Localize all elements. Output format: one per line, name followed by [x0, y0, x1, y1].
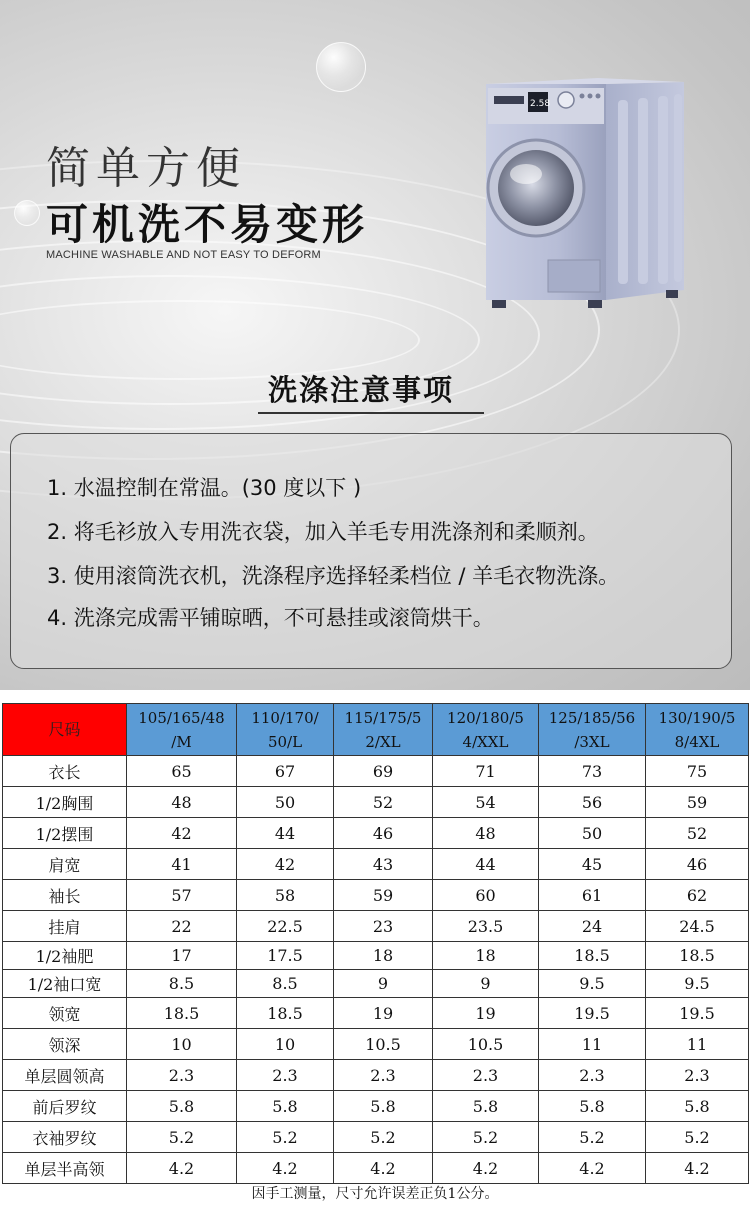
measurement-value: 10 [237, 1029, 334, 1060]
measurement-value: 17.5 [237, 942, 334, 970]
measurement-value: 10.5 [433, 1029, 539, 1060]
title-underline [258, 412, 484, 414]
care-section-title: 洗涤注意事项 [268, 373, 455, 407]
measurement-value: 5.8 [237, 1091, 334, 1122]
measurement-value: 2.3 [334, 1060, 433, 1091]
measurement-value: 5.2 [334, 1122, 433, 1153]
measurement-value: 67 [237, 756, 334, 787]
measurement-value: 19 [334, 998, 433, 1029]
measurement-value: 57 [127, 880, 237, 911]
measurement-label: 1/2摆围 [3, 818, 127, 849]
measurement-value: 5.2 [237, 1122, 334, 1153]
measurement-value: 11 [646, 1029, 749, 1060]
size-column-header [237, 704, 334, 756]
measurement-value: 73 [539, 756, 646, 787]
measurement-value: 9.5 [646, 970, 749, 998]
measurement-value: 19 [433, 998, 539, 1029]
measurement-value: 41 [127, 849, 237, 880]
measurement-value: 19.5 [539, 998, 646, 1029]
measurement-label: 衣长 [3, 756, 127, 787]
table-row [3, 1060, 749, 1091]
measurement-label: 挂肩 [3, 911, 127, 942]
measurement-value: 4.2 [539, 1153, 646, 1184]
care-notes-box [10, 433, 732, 669]
size-header-line: 130/190/5 [658, 708, 736, 727]
table-row [3, 756, 749, 787]
table-row [3, 1091, 749, 1122]
size-header-line: /M [171, 732, 192, 751]
care-note: 4. 洗涤完成需平铺晾晒，不可悬挂或滚筒烘干。 [47, 606, 494, 630]
measurement-value: 2.3 [127, 1060, 237, 1091]
measurement-value: 5.8 [127, 1091, 237, 1122]
measurement-value: 4.2 [433, 1153, 539, 1184]
measurement-value: 5.2 [127, 1122, 237, 1153]
measurement-value: 48 [433, 818, 539, 849]
measurement-value: 60 [433, 880, 539, 911]
table-row [3, 970, 749, 998]
measurement-value: 62 [646, 880, 749, 911]
size-column-header [539, 704, 646, 756]
measurement-value: 5.8 [646, 1091, 749, 1122]
size-column-header [127, 704, 237, 756]
table-row [3, 1122, 749, 1153]
measurement-value: 18.5 [237, 998, 334, 1029]
size-header-line: 115/175/5 [344, 708, 422, 727]
measurement-value: 59 [646, 787, 749, 818]
measurement-value: 23.5 [433, 911, 539, 942]
measurement-value: 52 [334, 787, 433, 818]
bubble [14, 200, 40, 226]
measurement-value: 42 [237, 849, 334, 880]
measurement-value: 18 [433, 942, 539, 970]
measurement-label: 领深 [3, 1029, 127, 1060]
measurement-value: 2.3 [433, 1060, 539, 1091]
measurement-value: 10 [127, 1029, 237, 1060]
measurement-label: 袖长 [3, 880, 127, 911]
table-row [3, 911, 749, 942]
measurement-value: 22 [127, 911, 237, 942]
measurement-label: 领宽 [3, 998, 127, 1029]
measurement-label: 肩宽 [3, 849, 127, 880]
care-note: 3. 使用滚筒洗衣机，洗涤程序选择轻柔档位 / 羊毛衣物洗涤。 [47, 564, 620, 588]
measurement-value: 2.3 [539, 1060, 646, 1091]
measurement-value: 46 [334, 818, 433, 849]
measurement-value: 18.5 [539, 942, 646, 970]
size-header-line: /3XL [574, 732, 610, 751]
measurement-value: 5.8 [433, 1091, 539, 1122]
measurement-value: 44 [433, 849, 539, 880]
size-chart-table [2, 703, 749, 1184]
measurement-value: 11 [539, 1029, 646, 1060]
measurement-value: 50 [539, 818, 646, 849]
measurement-value: 23 [334, 911, 433, 942]
size-header-line: 4/XXL [462, 732, 509, 751]
measurement-value: 24.5 [646, 911, 749, 942]
measurement-value: 71 [433, 756, 539, 787]
headline-secondary: 可机洗不易变形 [46, 200, 369, 249]
size-column-header [646, 704, 749, 756]
measurement-label: 单层半高领 [3, 1153, 127, 1184]
measurement-value: 69 [334, 756, 433, 787]
table-row [3, 818, 749, 849]
care-note: 2. 将毛衫放入专用洗衣袋，加入羊毛专用洗涤剂和柔顺剂。 [47, 520, 599, 544]
washer-display-text: 2.58 [530, 99, 551, 109]
measurement-value: 4.2 [127, 1153, 237, 1184]
measurement-value: 5.8 [334, 1091, 433, 1122]
measurement-value: 18 [334, 942, 433, 970]
table-row [3, 880, 749, 911]
measurement-value: 5.2 [539, 1122, 646, 1153]
measurement-value: 17 [127, 942, 237, 970]
measurement-label: 1/2袖肥 [3, 942, 127, 970]
measurement-value: 24 [539, 911, 646, 942]
size-column-header [334, 704, 433, 756]
size-header-line: 50/L [267, 732, 303, 751]
measurement-value: 10.5 [334, 1029, 433, 1060]
table-row [3, 849, 749, 880]
measurement-value: 46 [646, 849, 749, 880]
size-column-header [433, 704, 539, 756]
measurement-label: 衣袖罗纹 [3, 1122, 127, 1153]
measurement-label: 1/2胸围 [3, 787, 127, 818]
table-row [3, 998, 749, 1029]
size-header-line: 105/165/48 [138, 708, 225, 727]
measurement-value: 5.2 [646, 1122, 749, 1153]
size-header-line: 2/XL [365, 732, 401, 751]
measurement-value: 43 [334, 849, 433, 880]
measurement-value: 44 [237, 818, 334, 849]
measurement-value: 4.2 [646, 1153, 749, 1184]
measurement-value: 2.3 [646, 1060, 749, 1091]
measurement-value: 56 [539, 787, 646, 818]
measurement-value: 5.8 [539, 1091, 646, 1122]
measurement-value: 18.5 [646, 942, 749, 970]
measurement-value: 52 [646, 818, 749, 849]
measurement-value: 4.2 [237, 1153, 334, 1184]
size-header-line: 8/4XL [674, 732, 720, 751]
measurement-value: 8.5 [237, 970, 334, 998]
size-header-line: 110/170/ [251, 708, 319, 727]
measurement-value: 9.5 [539, 970, 646, 998]
measurement-value: 18.5 [127, 998, 237, 1029]
care-note: 1. 水温控制在常温。(30 度以下 ) [47, 476, 362, 500]
table-row [3, 1153, 749, 1184]
measurement-value: 48 [127, 787, 237, 818]
table-row [3, 787, 749, 818]
measurement-value: 5.2 [433, 1122, 539, 1153]
measurement-label: 单层圆领高 [3, 1060, 127, 1091]
measurement-value: 9 [334, 970, 433, 998]
measurement-value: 45 [539, 849, 646, 880]
measurement-value: 61 [539, 880, 646, 911]
measurement-value: 42 [127, 818, 237, 849]
measurement-label: 前后罗纹 [3, 1091, 127, 1122]
measurement-value: 50 [237, 787, 334, 818]
headline-primary: 简单方便 [46, 143, 246, 194]
measurement-value: 22.5 [237, 911, 334, 942]
size-header-line: 125/185/56 [548, 708, 636, 727]
measurement-value: 54 [433, 787, 539, 818]
measurement-value: 2.3 [237, 1060, 334, 1091]
measurement-value: 19.5 [646, 998, 749, 1029]
table-row [3, 1029, 749, 1060]
size-header-line: 120/180/5 [447, 708, 524, 727]
measurement-value: 65 [127, 756, 237, 787]
subtitle-english: MACHINE WASHABLE AND NOT EASY TO DEFORM [46, 249, 321, 261]
bubble [316, 42, 366, 92]
measurement-value: 75 [646, 756, 749, 787]
measurement-value: 8.5 [127, 970, 237, 998]
measurement-value: 58 [237, 880, 334, 911]
table-header-row [3, 704, 749, 756]
measurement-footnote: 因手工测量，尺寸允许误差正负1公分。 [251, 1186, 499, 1202]
measurement-value: 59 [334, 880, 433, 911]
size-header-cell: 尺码 [3, 704, 127, 756]
washing-machine-image [478, 70, 694, 310]
measurement-label: 1/2袖口宽 [3, 970, 127, 998]
measurement-value: 4.2 [334, 1153, 433, 1184]
measurement-value: 9 [433, 970, 539, 998]
table-row [3, 942, 749, 970]
